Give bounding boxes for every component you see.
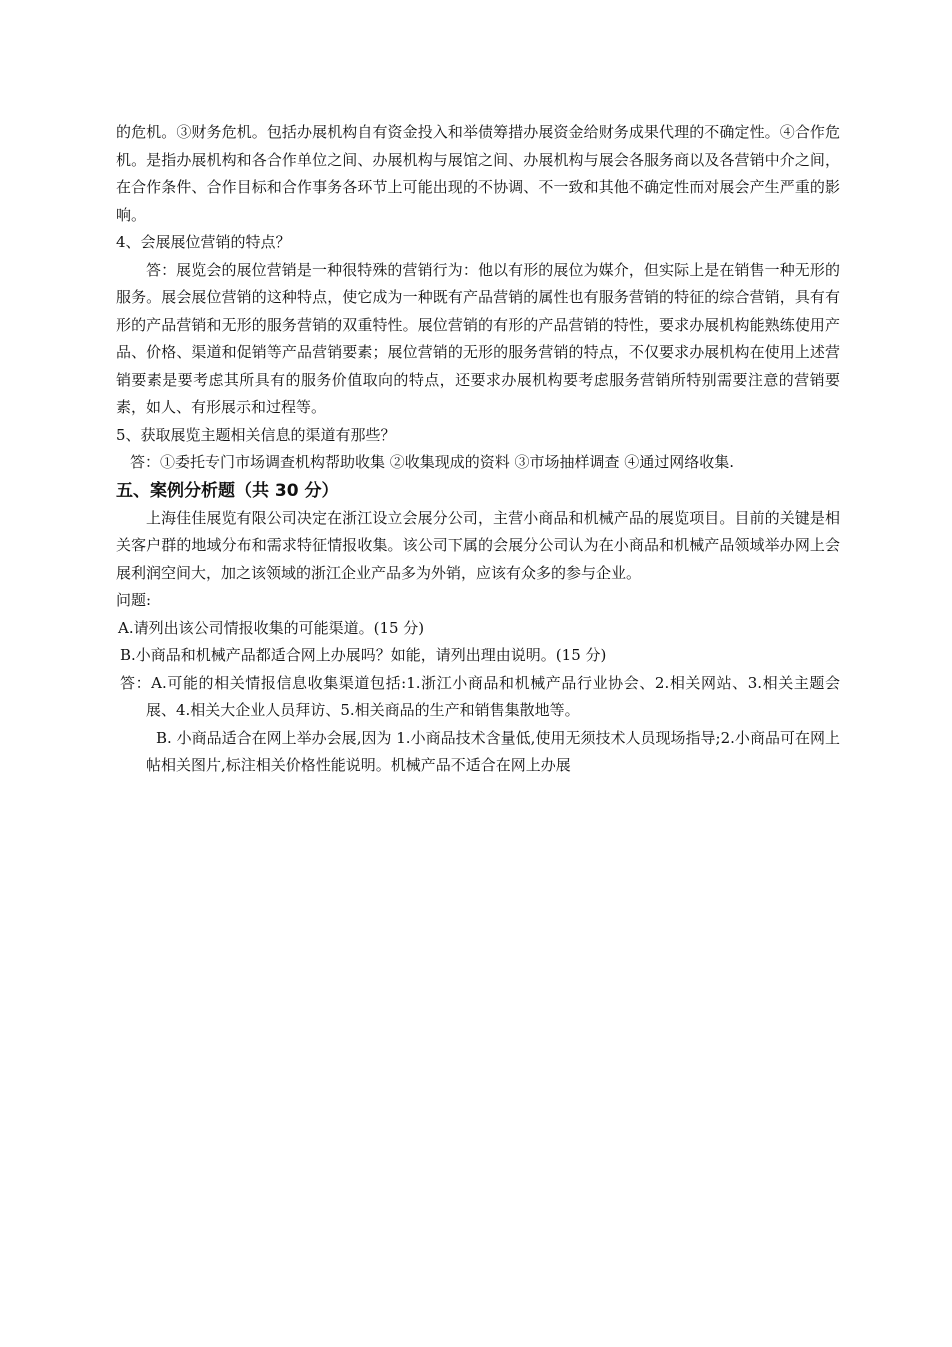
paragraph-risk-continued: 的危机。③财务危机。包括办展机构自有资金投入和举债筹措办展资金给财务成果代理的不确定性。④合作危机。是指办展机构和各合作单位之间、办展机构与展馆之间、办展机构与展会各服务商以及各营销中介之间，在合作条件、合作目标和合作事务各环节上可能出现的不协调、不一致和其他不确定性而对展会产生严重的影响。 [116, 123, 840, 224]
answer-4: 答：展览会的展位营销是一种很特殊的营销行为：他以有形的展位为媒介，但实际上是在销售一种无形的服务。展会展位营销的这种特点，使它成为一种既有产品营销的属性也有服务营销的特征的综合营销，具有有形的产品营销和无形的服务营销的双重特性。展位营销的有形的产品营销的特性，要求办展机构能熟练使用产品、价格、渠道和促销等产品营销要素；展位营销的无形的服务营销的特点，不仅要求办展机构在使用上述营销要素是要考虑其所具有的服务价值取向的特点，还要求办展机构要考虑服务营销所特别需要注意的营销要素，如人、有形展示和过程等。 [116, 260, 840, 416]
question-4: 4、会展展位营销的特点？ [116, 233, 291, 251]
answer-5: 答：①委托专门市场调查机构帮助收集 ②收集现成的资料 ③市场抽样调查 ④通过网络收集. [130, 453, 735, 471]
answer-b: B. 小商品适合在网上举办会展,因为 1.小商品技术含量低,使用无须技术人员现场指导;2.小商品可在网上帖相关图片,标注相关价格性能说明。机械产品不适合在网上办展 [146, 728, 840, 774]
answer-a: 答：A.可能的相关情报信息收集渠道包括:1.浙江小商品和机械产品行业协会、2.相关网站、3.相关主题会展、4.相关大企业人员拜访、5.相关商品的生产和销售集散地等。 [120, 673, 840, 719]
question-5: 5、获取展览主题相关信息的渠道有那些？ [116, 425, 396, 444]
case-description: 上海佳佳展览有限公司决定在浙江设立会展分公司，主营小商品和机械产品的展览项目。目前的关键是相关客户群的地域分布和需求特征情报收集。该公司下属的会展分公司认为在小商品和机械产品领域举办网上会展利润空间大，加之该领域的浙江企业产品多为外销，应该有众多的参与企业。 [116, 508, 840, 582]
question-a: A.请列出该公司情报收集的可能渠道。(15 分) [118, 618, 425, 637]
question-label: 问题: [116, 591, 152, 609]
question-b: B.小商品和机械产品都适合网上办展吗？如能，请列出理由说明。(15 分) [120, 646, 607, 664]
document-page [116, 119, 840, 780]
section-title-case-analysis: 五、案例分析题（共 30 分） [116, 480, 339, 501]
